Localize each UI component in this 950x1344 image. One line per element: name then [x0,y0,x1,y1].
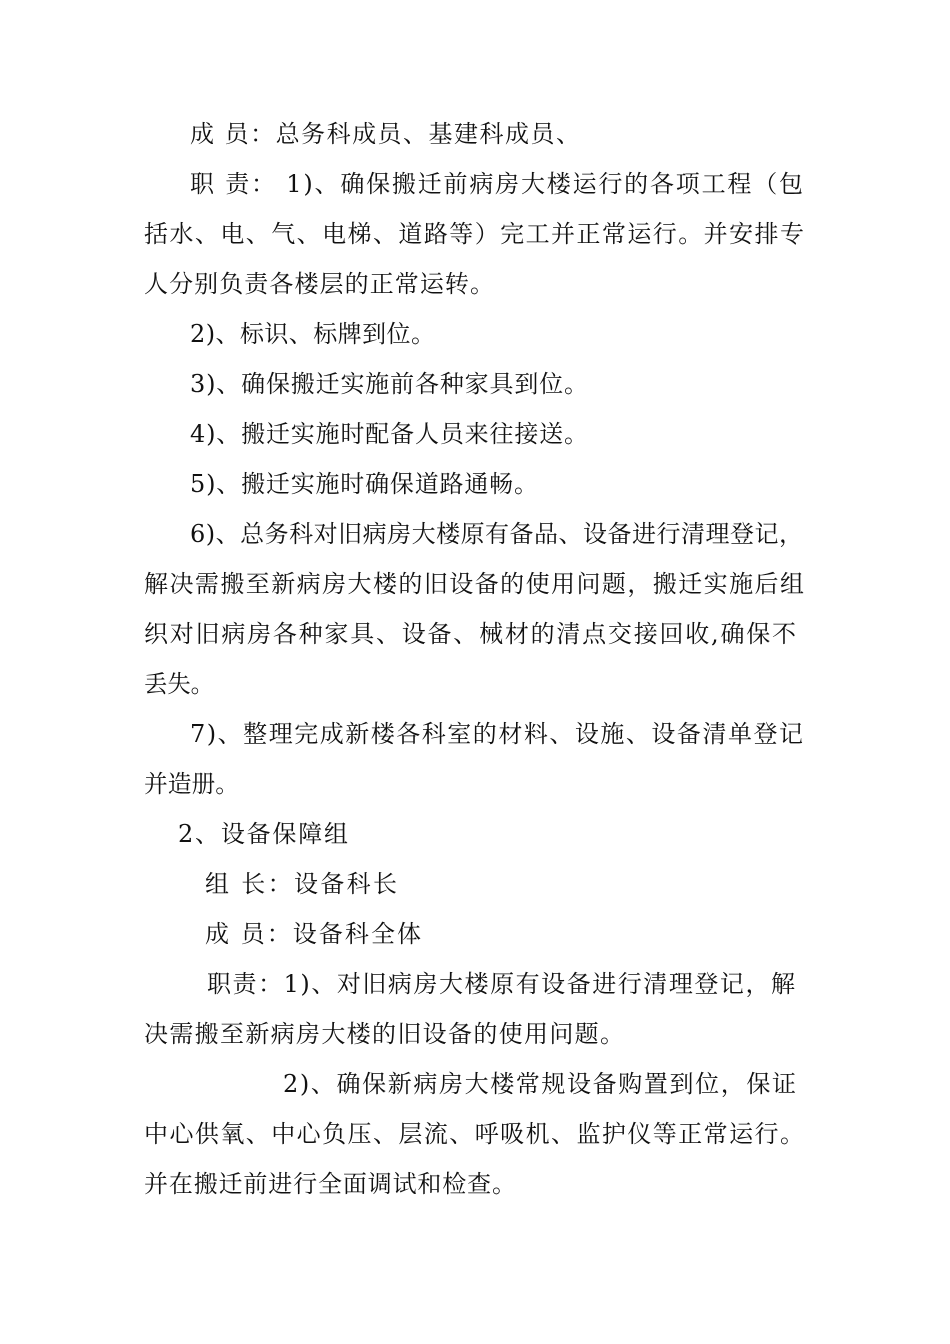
text-line: 丢失。 [144,670,214,698]
text-line: 2)、确保新病房大楼常规设备购置到位，保证 [283,1070,798,1098]
text-line: 括水、电、气、电梯、道路等）完工并正常运行。并安排专 [144,220,806,248]
text-line: 中心供氧、中心负压、层流、呼吸机、监护仪等正常运行。 [144,1120,806,1148]
text-line: 2)、标识、标牌到位。 [190,320,436,348]
text-line: 5)、搬迁实施时确保道路通畅。 [190,470,539,498]
text-line: 织对旧病房各种家具、设备、械材的清点交接回收,确保不 [144,620,798,648]
text-line: 人分别负责各楼层的正常运转。 [144,270,496,298]
text-line: 职 责： 1)、确保搬迁前病房大楼运行的各项工程（包 [190,170,805,198]
text-line: 解决需搬至新病房大楼的旧设备的使用问题，搬迁实施后组 [144,570,806,598]
text-line: 成 员：总务科成员、基建科成员、 [190,120,582,148]
text-line: 成 员：设备科全体 [205,920,424,948]
text-line: 6)、总务科对旧病房大楼原有备品、设备进行清理登记， [190,520,804,548]
text-line: 组 长：设备科长 [205,870,400,898]
text-line: 职责：1)、对旧病房大楼原有设备进行清理登记，解 [207,970,797,998]
text-line: 决需搬至新病房大楼的旧设备的使用问题。 [144,1020,626,1048]
text-line: 并在搬迁前进行全面调试和检查。 [144,1170,517,1198]
section-heading: 2、设备保障组 [178,820,350,848]
text-line: 4)、搬迁实施时配备人员来往接送。 [190,420,589,448]
text-line: 7)、整理完成新楼各科室的材料、设施、设备清单登记 [190,720,805,748]
text-line: 并造册。 [144,770,239,798]
text-line: 3)、确保搬迁实施前各种家具到位。 [190,370,589,398]
